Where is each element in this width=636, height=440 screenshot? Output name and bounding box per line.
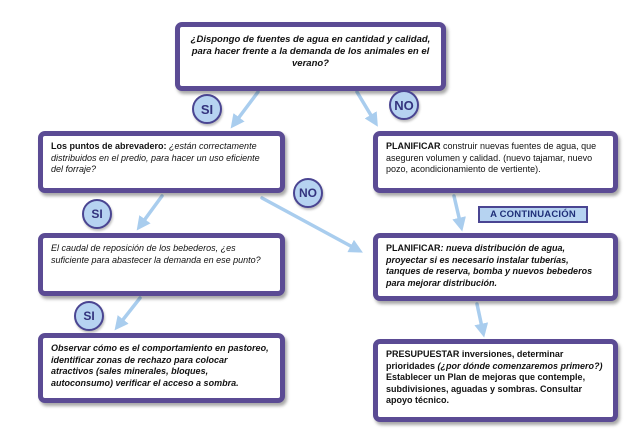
a-continuacion-label: A CONTINUACIÓN [478, 206, 588, 223]
no-badge-2: NO [293, 178, 323, 208]
planificar-distribucion-box [373, 233, 618, 301]
planificar2-rest: : nueva distribución de agua, proyectar si es necesario instalar tuberías, tanques de reserva, bomba y nuevos bebederos para mejorar distribución. [386, 243, 593, 288]
caudal-box [38, 233, 285, 296]
puntos-rest: ¿están correctamente distribuidos en el predio, para hacer un uso eficiente del forraje? [51, 141, 260, 174]
presupuestar-ital: (¿por dónde comenzaremos primero?) [437, 360, 603, 371]
si-badge-1: SI [192, 94, 222, 124]
arrow-planificar2-to-presupuestar [477, 304, 483, 332]
si-badge-3: SI [74, 301, 104, 331]
planificar-fuentes-box [373, 131, 618, 193]
no-badge-1: NO [389, 90, 419, 120]
presupuestar-rest2: Establecer un Plan de mejoras que contemple, subdivisiones, aguadas y sombras. Consultar apoyo técnico. [386, 372, 586, 405]
arrow-planificar1-to-planificar2 [454, 196, 461, 226]
arrow-main-to-puntos [234, 92, 258, 124]
planificar1-lead: PLANIFICAR [386, 141, 441, 151]
arrow-main-to-planificar1 [357, 92, 375, 122]
presupuestar-rest1: inversiones, determinar prioridades [386, 349, 564, 371]
puntos-abrevadero-box [38, 131, 285, 193]
puntos-lead: Los puntos de abrevadero: [51, 141, 170, 151]
presupuestar-lead: PRESUPUESTAR [386, 349, 460, 359]
presupuestar-box [373, 339, 618, 422]
arrow-caudal-to-observar [118, 298, 140, 326]
observar-box [38, 333, 285, 403]
question-main-text: ¿Dispongo de fuentes de agua en cantidad y calidad, para hacer frente a la demanda de los animales en el verano? [190, 34, 431, 69]
question-main-box [175, 22, 446, 91]
observar-text: Observar cómo es el comportamiento en pastoreo, identificar zonas de rechazo para colocar atractivos (sales minerales, bloques, autoconsumo) verificar el acceso a sombra. [51, 343, 269, 388]
planificar1-rest: construir nuevas fuentes de agua, que aseguren volumen y calidad. (nuevo tajamar, nuevo pozo, acondicionamiento de vertiente). [386, 141, 597, 174]
caudal-text: El caudal de reposición de los bebederos, ¿es suficiente para abastecer la demanda en ese punto? [51, 243, 261, 265]
planificar2-lead: PLANIFICAR [386, 243, 441, 253]
arrow-puntos-to-caudal [140, 196, 162, 226]
si-badge-2: SI [82, 199, 112, 229]
